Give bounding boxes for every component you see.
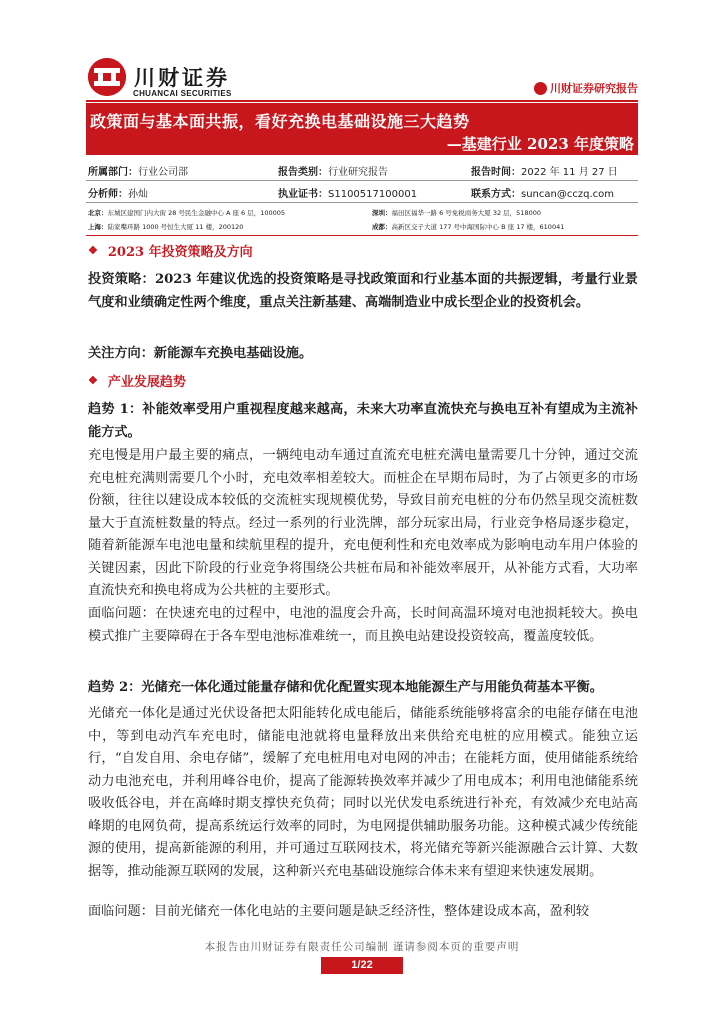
section-heading-strategy: [88, 241, 253, 260]
section-title: 产业发展趋势: [107, 375, 186, 390]
address-text: 福田区福华一路 6 号免税商务大厦 32 层，518000: [391, 209, 541, 217]
cert-meta: [278, 185, 417, 200]
trend1-issue: 面临问题：在快速充电的过程中，电池的温度会升高，长时间高温环境对电池损耗较大。换电模式推广主要障碍在于各车型电池标准难统一，而且换电站建设投资较高，覆盖度较低。: [88, 606, 638, 644]
contact-label: 联系方式：: [471, 189, 521, 200]
footer-disclaimer: 本报告由川财证券有限责任公司编制 谨请参阅本页的重要声明: [204, 941, 520, 953]
address-text: 高新区交子大道 177 号中海国际中心 B 座 17 楼，610041: [391, 223, 565, 231]
address-text: 陆家嘴环路 1000 号恒生大厦 11 楼，200120: [107, 223, 244, 231]
strategy-label: 投资策略：: [88, 272, 155, 287]
report-subtitle: —基建行业 2023 年度策略: [446, 135, 634, 153]
trend1-heading: 趋势 1：补能效率受用户重视程度越来越高，未来大功率直流快充与换电互补有望成为主流补能方式。: [88, 402, 638, 440]
contact-meta: [471, 185, 614, 200]
strategy-paragraph: [88, 269, 638, 314]
report-title: 政策面与基本面共振，看好充换电基础设施三大趋势: [90, 112, 470, 131]
cert-label: 执业证书：: [278, 189, 328, 200]
trend2-heading: 趋势 2：光储充一体化通过能量存储和优化配置实现本地能源生产与用能负荷基本平衡。: [88, 680, 603, 695]
dept-value: 行业公司部: [138, 167, 188, 178]
address-label: 成都：: [372, 223, 392, 231]
trend1-body: 充电慢是用户最主要的痛点，一辆纯电动车通过直流充电桩充满电量需要几十分钟，通过交流充电桩充满则需要几个小时，充电效率相差较大。而桩企在早期布局时，为了占领更多的市场份额，往往以建设成本较低的交流桩实现规模优势，导致目前充电桩的分布仍然呈现交流桩数量大于直流桩数量的特点。经过一系列的行业洗牌，部分玩家出局，行业竞争格局逐步稳定，随着新能源车电池电量和续航里程的提升，充电便利性和充电效率成为影响电动车用户体验的关键因素，因此下阶段的行业竞争将围绕公共桩布局和补能效率展开，从补能方式看，大功率直流快充和换电将成为公共桩的主要形式。: [88, 448, 638, 598]
address-label: 深圳：: [372, 209, 392, 217]
time-value: 2022 年 11 月 27 日: [521, 167, 618, 178]
mini-logo-icon: [534, 82, 547, 95]
report-tag: [534, 80, 638, 96]
brand-name: 川财证券: [134, 66, 230, 90]
time-meta: [471, 163, 618, 178]
brand-name-en: CHUANCAI SECURITIES: [133, 89, 232, 98]
address-label: 上海：: [88, 223, 108, 231]
trend2-issue: 面临问题：目前光储充一体化电站的主要问题是缺乏经济性，整体建设成本高，盈利较: [88, 904, 590, 919]
analyst-meta: [88, 185, 148, 200]
type-label: 报告类别：: [278, 167, 328, 178]
address-shenzhen: [372, 208, 541, 217]
dept-label: 所属部门：: [88, 167, 138, 178]
brand-logo-icon: [88, 58, 126, 96]
cert-value: S1100517100001: [328, 189, 418, 200]
address-divider: [86, 235, 638, 236]
strategy-text: 2023 年建议优选的投资策略是寻找政策面和行业基本面的共振逻辑，考量行业景气度和业绩确定性两个维度，重点关注新基建、高端制造业中成长型企业的投资机会。: [88, 272, 638, 310]
focus-paragraph: 关注方向：新能源车充换电基础设施。: [88, 346, 313, 361]
time-label: 报告时间：: [471, 167, 521, 178]
address-text: 东城区建国门内大街 28 号民生金融中心 A 座 6 层，100005: [107, 209, 286, 217]
diamond-bullet-icon: ❖: [88, 244, 98, 257]
address-chengdu: [372, 222, 564, 231]
title-banner: [86, 103, 638, 155]
dept-meta: [88, 163, 188, 178]
contact-value[interactable]: suncan@cczq.com: [521, 189, 614, 200]
address-beijing: [88, 208, 285, 217]
analyst-value: 孙灿: [128, 189, 148, 200]
section-heading-trends: [88, 371, 186, 390]
meta-divider-2: [86, 202, 638, 203]
address-label: 北京：: [88, 209, 108, 217]
type-meta: [278, 163, 388, 178]
type-value: 行业研究报告: [328, 167, 388, 178]
report-tag-label: 川财证券研究报告: [550, 82, 638, 95]
trend2-body: 光储充一体化是通过光伏设备把太阳能转化成电能后，储能系统能够将富余的电能存储在电池中，等到电动汽车充电时，储能电池就将电量释放出来供给充电桩的应用模式。能独立运行，“自发自用、余电存储”，缓解了充电桩用电对电网的冲击；在能耗方面，使用储能系统给动力电池充电，并利用峰谷电价，提高了能源转换效率并减少了用电成本；利用电池储能系统吸收低谷电，并在高峰时期支撑快充负荷；同时以光伏发电系统进行补充，有效减少充电站高峰期的电网负荷，提高系统运行效率的同时，为电网提供辅助服务功能。这种模式减少传统能源的使用，提高新能源的利用，并可通过互联网技术，将光储充等新兴能源融合云计算、大数据等，推动能源互联网的发展，这种新兴充电基础设施综合体未来有望迎来快速发展期。: [88, 706, 638, 879]
meta-divider: [86, 180, 638, 181]
page-number: 1/22: [321, 957, 403, 974]
diamond-bullet-icon: ❖: [88, 374, 98, 387]
header-divider: [86, 100, 638, 102]
address-shanghai: [88, 222, 243, 231]
section-title: 2023 年投资策略及方向: [107, 245, 253, 260]
analyst-label: 分析师：: [88, 189, 128, 200]
